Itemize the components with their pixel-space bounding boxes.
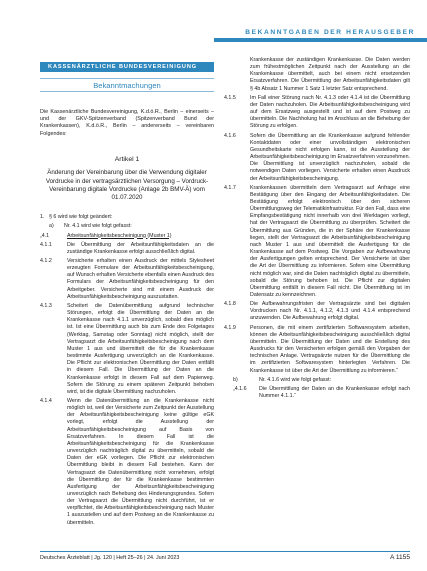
- article-heading: Artikel 1: [114, 155, 140, 163]
- footer-citation: Deutsches Ärzteblatt | Jg. 120 | Heft 25–26 | 24. Juni 2023: [40, 555, 180, 561]
- right-list: [224, 57, 410, 400]
- item-number: 4.1.8: [224, 301, 236, 308]
- list-item: [40, 223, 214, 230]
- left-list: [40, 214, 214, 527]
- list-item: [224, 386, 410, 400]
- item-text: Arbeitsunfähigkeitsbescheinigung (Muster 1): [67, 232, 172, 239]
- left-column: [40, 62, 214, 527]
- item-text: Nr. 4.1.6 wird wie folgt gefasst:: [259, 376, 332, 383]
- item-number: 4.1.4: [40, 397, 52, 404]
- announcement-heading: Bekanntmachungen: [40, 78, 214, 92]
- item-text: Im Fall einer Störung nach Nr. 4.1.3 oder 4.1.4 ist die Übermittlung der Daten nachzuholen. Die Arbeitsunfähigkeitsbescheinigung wird auf dem Ersatzweg ausgestellt und ist auf dem Postweg zu übermitteln. Die Nachholung hat im Anschluss an die Behebung der Störung zu erfolgen.: [250, 94, 410, 130]
- list-item: [40, 242, 214, 256]
- item-text: Scheitert die Datenübermittlung aufgrund technischer Störungen, erfolgt die Übermittlung der Daten an die Krankenkasse nach 4.1.1 unverzüglich, sobald dies möglich ist. Ist eine Übermittlung auch bis zum Ende des Folgetages (Werktag, Samstag oder Sonntag) nicht möglich, stellt der Vertragsarzt die Arbeitsunfähigkeitsbescheinigung nach dem Muster 1 aus und übermittelt die für die Krankenkasse bestimmte Ausfertigung unverzüglich an die Krankenkasse. Die Pflicht zur elektronischen Übermittlung der Daten entfällt in diesem Fall. Die Übermittlung der Daten an die Krankenkasse erfolgt in diesem Fall auf dem Papierweg. Sofern die Störung zu einem späteren Zeitpunkt behoben wird, ist die digitale Übermittlung nachzuholen.: [67, 302, 214, 395]
- list-item: [40, 398, 214, 527]
- item-number: a): [49, 223, 54, 230]
- item-number: „4.1: [40, 232, 50, 239]
- header-rule: [214, 38, 427, 42]
- list-item: [40, 303, 214, 396]
- item-text: Krankenkasse der zuständigen Krankenkasse. Die Daten werden zum frühestmöglichen Zeitpunkt nach der Ausstellung an die Krankenkasse übermittelt, auch bei einem nicht ersetzenden Ersatzverfahren. Die Übermittlung der Arbeitsunfähigkeitsdaten gilt § 4b Absatz 1 Nummer 1 Satz 1 letzter Satz entsprechend.: [250, 57, 410, 92]
- list-item: [40, 233, 214, 240]
- intro-paragraph: Die Kassenärztliche Bundesvereinigung, K.d.ö.R., Berlin – einerseits – und der GKV-Spitzenverband (Spitzenverband Bund der Krankenkassen), K.d.ö.R., Berlin – andererseits – vereinbaren Folgendes:: [40, 109, 214, 137]
- item-text: § 6 wird wie folgt geändert:: [49, 214, 113, 221]
- page-header: [0, 0, 427, 44]
- list-item: [224, 185, 410, 300]
- item-text: Nr. 4.1 wird wie folgt gefasst:: [64, 223, 132, 230]
- item-text: Personen, die mit einem zertifizierten Softwaresystem arbeiten, können die Arbeitsunfähigkeitsbescheinigung ausschließlich digital übermitteln. Die Übermittlung der Daten und die Erstellung des Ausdrucks für den Versicherten erfolgen gemäß den Vorgaben der technischen Anlage. Vertragsärzte nutzen für die Übermittlung die im zertifizierten Softwaresystem hinterlegten Verfahren. Die Krankenkasse ist über die Art der Übermittlung zu informieren.“: [250, 324, 410, 374]
- item-text: Wenn die Datenübermittlung an die Krankenkasse nicht möglich ist, weil der Versicherte zum Zeitpunkt der Ausstellung der Arbeitsunfähigkeitsbescheinigung keine gültige eGK vorlegt, erfolgt die Ausstellung der Arbeitsunfähigkeitsbescheinigung auf Basis von Ersatzverfahren. In diesem Fall ist die Arbeitsunfähigkeitsbescheinigung für die Krankenkasse unverzüglich nachträglich digital zu übermitteln, sobald die Daten der eGK vorliegen. Die Pflicht zur elektronischen Übermittlung bleibt in diesem Fall bestehen. Kann der Vertragsarzt die Datenübermittlung nicht vornehmen, erfolgt die Übermittlung der für die Krankenkasse bestimmten Ausfertigung der Arbeitsunfähigkeitsbescheinigung unverzüglich nach Behebung des Hinderungsgrundes. Sofern der Vertragsarzt die Übermittlung nicht durchführt, ist er verpflichtet, die Arbeitsunfähigkeitsbescheinigung nach Muster 1 auszustellen und auf dem Postweg an die Krankenkasse zu übermitteln.: [67, 397, 214, 526]
- item-number: b): [233, 376, 238, 383]
- item-text: Sofern die Übermittlung an die Krankenkasse aufgrund fehlender Kontaktdaten oder einer unvollständigen elektronischen Gesundheitskarte nicht erfolgen kann, ist die Ausstellung der Arbeitsunfähigkeitsbescheinigung im Ersatzverfahren vorzunehmen. Die Übermittlung ist unverzüglich nachzuholen, sobald die notwendigen Daten vorliegen. Versicherte erhalten einen Ausdruck der Arbeitsunfähigkeitsbescheinigung.: [250, 132, 410, 182]
- list-item: [224, 301, 410, 322]
- page-footer: [40, 551, 410, 561]
- header-title: BEKANNTGABEN DER HERAUSGEBER: [245, 29, 415, 36]
- item-number: „4.1.6: [233, 385, 247, 392]
- item-number: 4.1.3: [40, 302, 52, 309]
- list-item: [224, 325, 410, 375]
- list-item: [224, 377, 410, 384]
- list-item: [224, 57, 410, 93]
- item-text: Die Übermittlung der Daten an die Krankenkasse erfolgt nach Nummer 4.1.1.“: [259, 385, 410, 400]
- item-text: Krankenkassen übermitteln dem Vertragsarzt auf Anfrage eine Bestätigung über den Eingang der Arbeitsunfähigkeitsdaten. Die Bestätigung erfolgt elektronisch über den sicheren Übermittlungsweg der Telematikinfrastruktur. Für den Fall, dass eine Empfangsbestätigung nicht innerhalb von drei Werktagen vorliegt, hat der Vertragsarzt die Übermittlung zu überprüfen. Scheitert die Übermittlung aus Gründen, die in der Sphäre der Krankenkasse liegen, stellt der Vertragsarzt die Arbeitsunfähigkeitsbescheinigung nach Muster 1 aus und übermittelt die Ausfertigung für die Krankenkasse auf dem Postweg. Die Vorgaben zur Aufbewahrung der Ausfertigungen gelten entsprechend. Der Versicherte ist über die Art der Übermittlung zu informieren. Sofern eine Übermittlung nicht möglich war, sind die Daten nachträglich digital zu übermitteln, sobald die Störung behoben ist. Die Pflicht zur digitalen Übermittlung entfällt in diesem Fall nicht. Die Übermittlung ist im Datensatz zu kennzeichnen.: [250, 184, 410, 298]
- list-item: [224, 133, 410, 183]
- item-text: Versicherte erhalten einen Ausdruck der mittels Stylesheet erzeugten Formulare der Arbeitsunfähigkeitsbescheinigung, auf Wunsch erhalten Versicherte ebenfalls einen Ausdruck des Formulars der Arbeitsunfähigkeitsbescheinigung für den Arbeitgeber. Versicherte sind mit einem Ausdruck der Arbeitsunfähigkeitsbescheinigung auszustatten.: [67, 258, 214, 300]
- item-text: Die Aufbewahrungsfristen der Vertragsärzte sind bei digitalen Vordrucken nach Nr. 4.1.1, 4.1.2, 4.1.3 und 4.1.4 entsprechend anzuwenden. Die Aufbewahrung erfolgt digital.: [250, 301, 410, 322]
- item-number: [224, 57, 250, 93]
- item-number: 4.1.7: [224, 184, 236, 191]
- item-number: 4.1.1: [40, 241, 52, 248]
- article-title: Änderung der Vereinbarung über die Verwendung digitaler Vordrucke in der vertragsärztlichen Versorgung – Vordruck-Vereinbarung digitale Vordrucke (Anlage 2b BMV-Ä) vom 01.07.2020: [45, 169, 209, 202]
- page-number: A 1155: [389, 554, 410, 561]
- list-item: [224, 95, 410, 131]
- item-number: 4.1.9: [224, 324, 236, 331]
- item-text: Die Übermittlung der Arbeitsunfähigkeitsdaten an die zuständige Krankenkasse erfolgt ausschließlich digital.: [67, 241, 214, 255]
- item-number: 4.1.5: [224, 94, 236, 101]
- right-column: [224, 55, 410, 400]
- list-item: [40, 258, 214, 301]
- section-bar: KASSENÄRZTLICHE BUNDESVEREINIGUNG: [40, 62, 214, 72]
- list-item: [40, 214, 214, 221]
- item-number: 1.: [40, 214, 45, 221]
- item-number: 4.1.6: [224, 132, 236, 139]
- item-number: 4.1.2: [40, 258, 52, 264]
